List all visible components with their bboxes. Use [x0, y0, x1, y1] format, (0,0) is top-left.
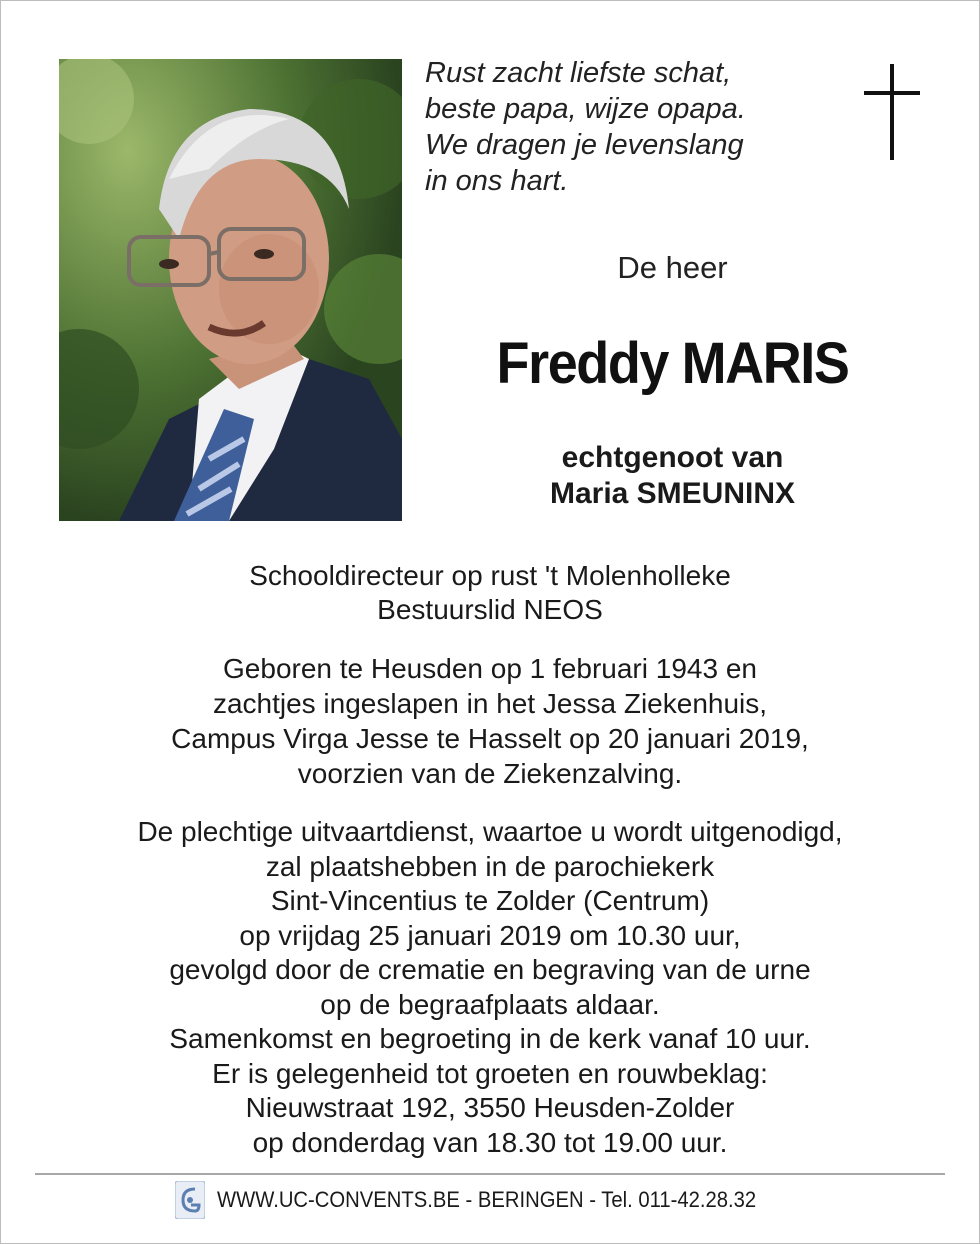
birth-death-text [0, 651, 980, 791]
funeral-line: Nieuwstraat 192, 3550 Heusden-Zolder [245, 1092, 735, 1123]
poem-line: in ons hart. [425, 165, 569, 197]
funeral-line: Samenkomst en begroeting in de kerk vanaf 10 uur. [169, 1023, 811, 1054]
portrait-photo [59, 59, 402, 521]
poem-line: We dragen je levenslang [425, 129, 744, 161]
funeral-home-logo-icon [175, 1181, 205, 1219]
poem-line: beste papa, wijze opapa. [425, 93, 746, 125]
portrait-illustration [59, 59, 402, 521]
role-line: Bestuurslid NEOS [377, 594, 603, 625]
funeral-text [0, 815, 980, 1160]
funeral-line: op vrijdag 25 januari 2019 om 10.30 uur, [239, 919, 741, 951]
birth-death-line: zachtjes ingeslapen in het Jessa Ziekenhuis, [212, 688, 768, 719]
poem-line: Rust zacht liefste schat, [425, 57, 732, 89]
funeral-line: op de begraafplaats aldaar. [320, 988, 660, 1020]
funeral-line: De plechtige uitvaartdienst, waartoe u wordt uitgenodigd, [137, 816, 843, 847]
birth-death-line: voorzien van de Ziekenzalving. [297, 758, 683, 789]
poem [425, 55, 845, 199]
spouse-block [420, 440, 925, 512]
cross-icon [864, 64, 920, 160]
funeral-line: Er is gelegenheid tot groeten en rouwbeklag: [212, 1057, 768, 1089]
role-line: Schooldirecteur op rust 't Molenholleke [249, 560, 731, 591]
footer-divider [35, 1173, 945, 1175]
relation-label: echtgenoot van [561, 441, 784, 474]
spouse-name: Maria SMEUNINX [549, 477, 796, 510]
deceased-name: Freddy MARIS [496, 331, 849, 396]
birth-death-line: Geboren te Heusden op 1 februari 1943 en [223, 653, 757, 684]
roles [0, 559, 980, 627]
funeral-line: zal plaatshebben in de parochiekerk [265, 850, 715, 882]
salutation: De heer [617, 250, 728, 285]
funeral-line: Sint-Vincentius te Zolder (Centrum) [270, 885, 710, 916]
funeral-line: gevolgd door de crematie en begraving van de urne [169, 954, 811, 985]
funeral-line: op donderdag van 18.30 tot 19.00 uur. [252, 1126, 728, 1158]
footer-contact: WWW.UC-CONVENTS.BE - BERINGEN - Tel. 011-42.28.32 [217, 1187, 757, 1212]
footer [175, 1180, 803, 1220]
birth-death-line: Campus Virga Jesse te Hasselt op 20 januari 2019, [171, 723, 809, 754]
